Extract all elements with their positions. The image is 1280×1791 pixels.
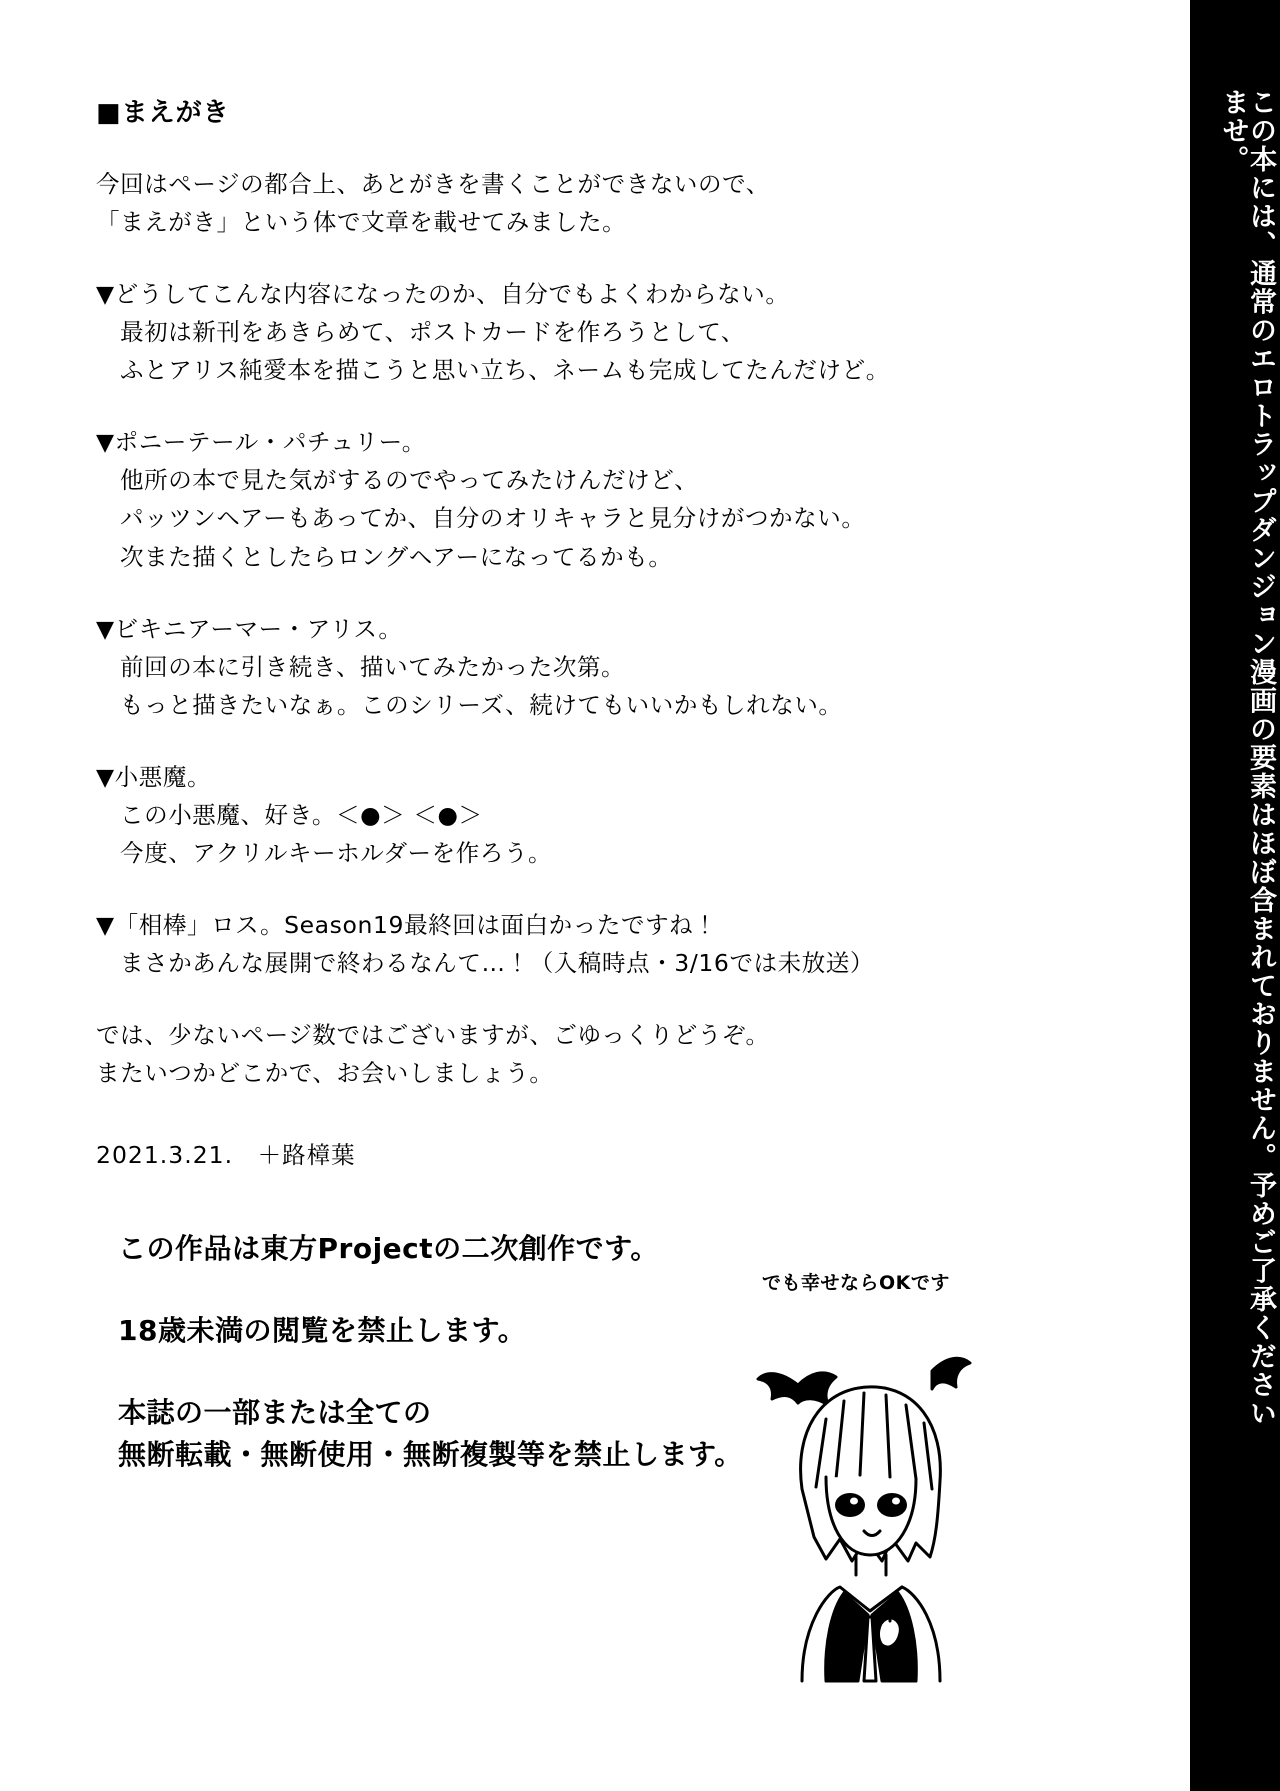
legal-notice-line: この作品は東方Projectの二次創作です。 <box>118 1232 659 1265</box>
foreword-paragraph-ponytail-patchouli <box>96 423 956 575</box>
foreword-line: 今度、アクリルキーホルダーを作ろう。 <box>120 838 553 867</box>
legal-notice-age-restriction <box>118 1310 818 1352</box>
foreword-paragraph-why-this-content <box>96 275 956 389</box>
legal-notice-block <box>118 1228 818 1476</box>
foreword-line: 最初は新刊をあきらめて、ポストカードを作ろうとして、 <box>120 318 745 347</box>
foreword-line: では、少ないページ数ではございますが、ごゆっくりどうぞ。 <box>96 1021 770 1050</box>
chibi-caption: でも幸せならOKです <box>762 1272 950 1294</box>
foreword-line: まさかあんな展開で終わるなんて…！（入稿時点・3/16では未放送） <box>120 949 875 977</box>
foreword-paragraph-aibou-loss <box>96 906 956 982</box>
foreword-line: 次また描くとしたらロングヘアーになってるかも。 <box>120 542 673 571</box>
foreword-line: ▼ポニーテール・パチュリー。 <box>96 428 426 457</box>
foreword-paragraph-closing <box>96 1016 956 1092</box>
foreword-line: またいつかどこかで、お会いしましょう。 <box>96 1059 554 1088</box>
foreword-line: 前回の本に引き続き、描いてみたかった次第。 <box>120 652 626 681</box>
foreword-line: 他所の本で見た気がするのでやってみたけんだけど、 <box>120 466 699 495</box>
foreword-line: ▼「相棒」ロス。Season19最終回は面白かったですね！ <box>96 910 718 939</box>
legal-notice-line: 無断転載・無断使用・無断複製等を禁止します。 <box>118 1438 743 1471</box>
foreword-heading: ■まえがき <box>96 98 230 128</box>
foreword-line: ▼小悪魔。 <box>96 762 212 791</box>
vertical-warning-text: この本には、通常のエロトラップダンジョン漫画の要素はほぼ含まれておりません。予めご了承くださいませ。 <box>1217 88 1276 1428</box>
foreword-line: この小悪魔、好き。＜●＞ ＜●＞ <box>120 800 483 829</box>
koakuma-chibi-icon <box>740 1293 1000 1791</box>
foreword-paragraph-bikini-armor-alice <box>96 610 956 724</box>
foreword-line: 「まえがき」という体で文章を載せてみました。 <box>96 208 627 237</box>
foreword-paragraph-list <box>96 165 956 1092</box>
foreword-line: パッツンヘアーもあってか、自分のオリキャラと見分けがつかない。 <box>120 504 866 533</box>
legal-notice-derivative <box>118 1228 818 1270</box>
foreword-paragraph-intro <box>96 165 956 241</box>
foreword-section <box>96 92 956 1170</box>
foreword-line: ▼ビキニアーマー・アリス。 <box>96 614 403 643</box>
legal-notice-line: 18歳未満の閲覧を禁止します。 <box>118 1314 527 1347</box>
foreword-line: ▼どうしてこんな内容になったのか、自分でもよくわからない。 <box>96 280 790 309</box>
foreword-line: ふとアリス純愛本を描こうと思い立ち、ネームも完成してたんだけど。 <box>120 356 890 385</box>
vertical-warning-band <box>1190 0 1280 1791</box>
chibi-illustration <box>740 1265 1000 1785</box>
legal-notice-line: 本誌の一部または全ての <box>118 1396 432 1429</box>
foreword-line: もっと描きたいなぁ。このシリーズ、続けてもいいかもしれない。 <box>120 690 843 719</box>
foreword-paragraph-koakuma <box>96 758 956 872</box>
legal-notice-copyright <box>118 1392 818 1476</box>
foreword-line: 今回はページの都合上、あとがきを書くことができないので、 <box>96 170 770 198</box>
foreword-signature: 2021.3.21. ＋路樟葉 <box>96 1141 356 1170</box>
